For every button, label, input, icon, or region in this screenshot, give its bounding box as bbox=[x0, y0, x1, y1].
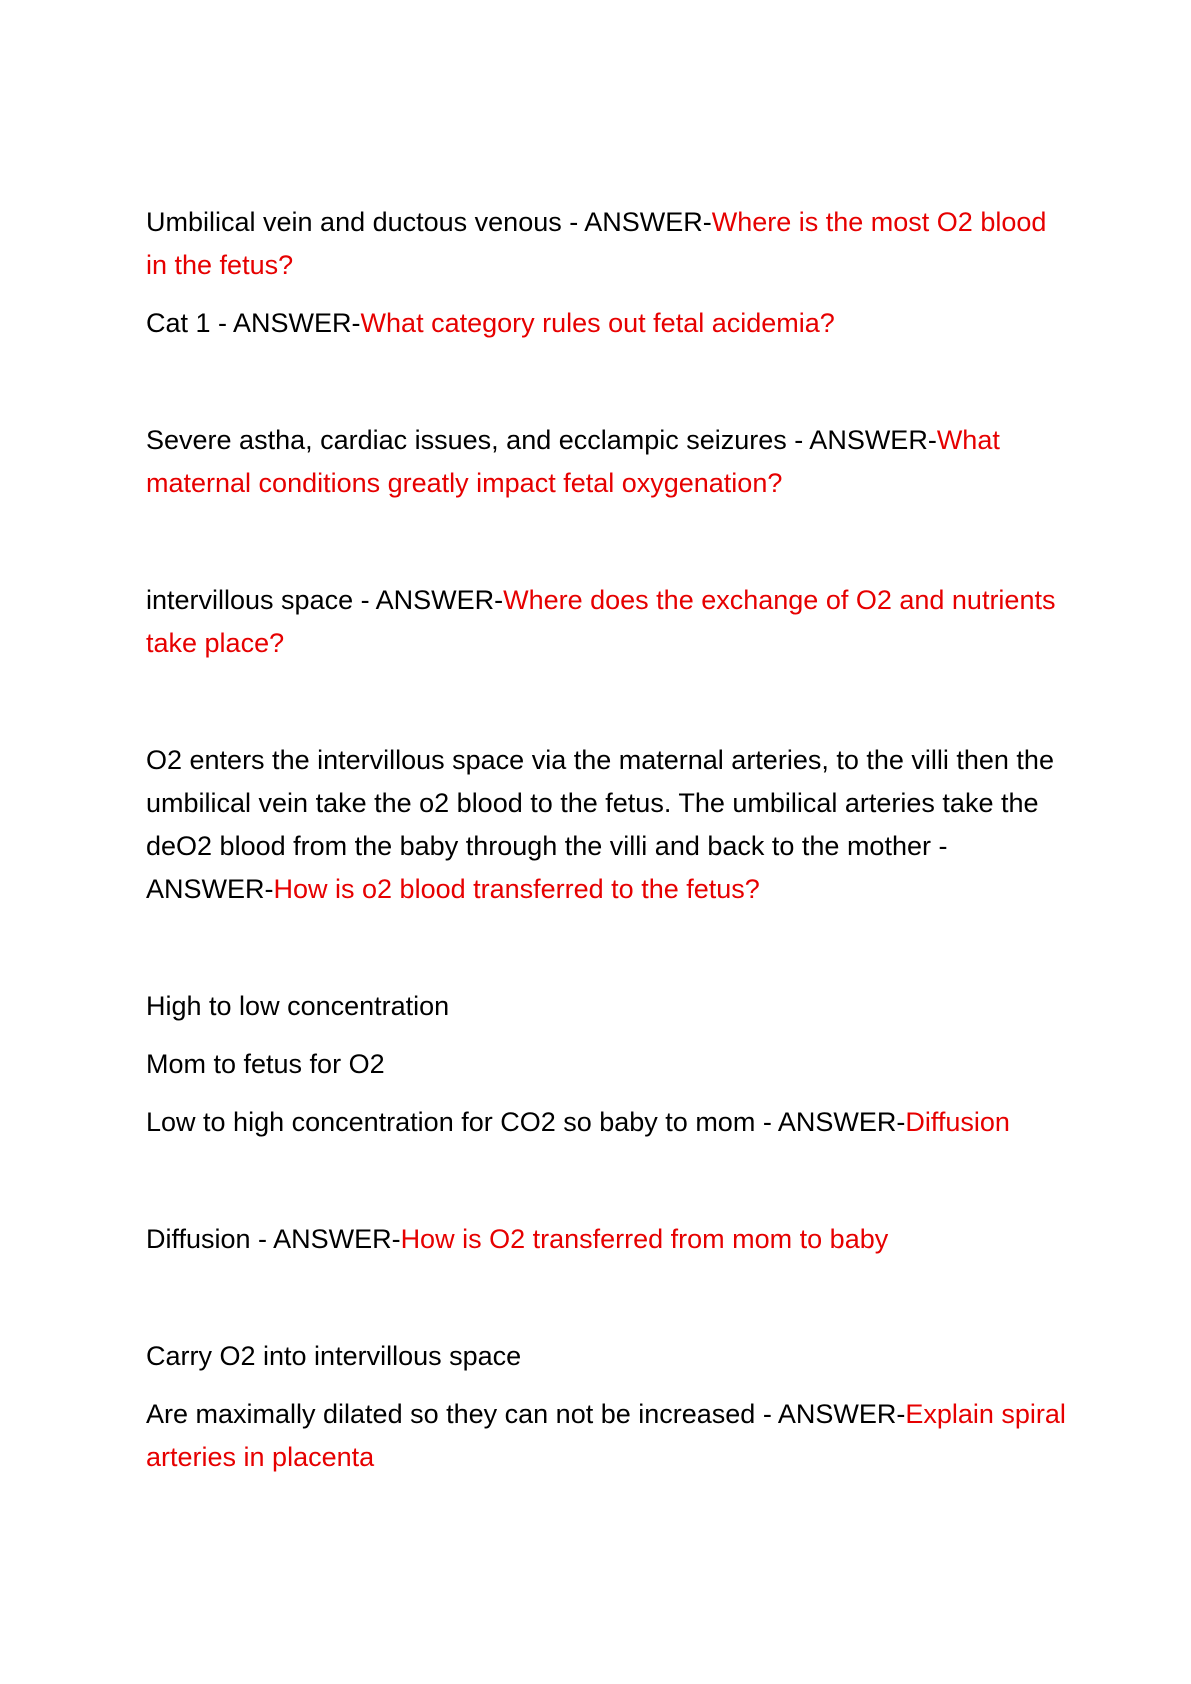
answer-term: Cat 1 - ANSWER- bbox=[146, 308, 361, 338]
qa-entry bbox=[146, 739, 1066, 911]
qa-entry bbox=[146, 579, 1066, 665]
spacer bbox=[146, 1028, 1066, 1043]
qa-pre-line: High to low concentration bbox=[146, 991, 450, 1021]
answer-term: O2 enters the intervillous space via the maternal arteries, to the villi then the umbilical vein take the o2 blood to the fetus. The umbilical arteries take the deO2 blood from the baby through the villi and back to the mother - ANSWER- bbox=[146, 745, 1054, 904]
answer-term: Are maximally dilated so they can not be increased - ANSWER- bbox=[146, 1399, 906, 1429]
document-page bbox=[146, 201, 1066, 1479]
spacer bbox=[146, 1261, 1066, 1335]
spacer bbox=[146, 505, 1066, 579]
answer-term: Severe astha, cardiac issues, and ecclampic seizures - ANSWER- bbox=[146, 425, 937, 455]
answer-term: Diffusion - ANSWER- bbox=[146, 1224, 401, 1254]
qa-entry bbox=[146, 201, 1066, 287]
question-text: How is O2 transferred from mom to baby bbox=[400, 1224, 889, 1254]
qa-entry bbox=[146, 1393, 1066, 1479]
question-text: What maternal conditions greatly impact fetal oxygenation? bbox=[146, 425, 1000, 498]
question-text: Explain spiral arteries in placenta bbox=[146, 1399, 1066, 1472]
qa-entry bbox=[146, 1218, 1066, 1261]
spacer bbox=[146, 1086, 1066, 1101]
answer-term: Umbilical vein and ductous venous - ANSWER- bbox=[146, 207, 712, 237]
question-text: Where is the most O2 blood in the fetus? bbox=[146, 207, 1047, 280]
spacer bbox=[146, 1378, 1066, 1393]
qa-pre-line: Mom to fetus for O2 bbox=[146, 1049, 385, 1079]
answer-term: intervillous space - ANSWER- bbox=[146, 585, 504, 615]
spacer bbox=[146, 911, 1066, 985]
qa-entry bbox=[146, 419, 1066, 505]
question-text: Diffusion bbox=[905, 1107, 1010, 1137]
question-text: What category rules out fetal acidemia? bbox=[360, 308, 835, 338]
spacer bbox=[146, 1144, 1066, 1218]
qa-entry bbox=[146, 1101, 1066, 1144]
answer-term: Low to high concentration for CO2 so baby to mom - ANSWER- bbox=[146, 1107, 906, 1137]
qa-entry bbox=[146, 302, 1066, 345]
question-text: How is o2 blood transferred to the fetus? bbox=[273, 874, 760, 904]
spacer bbox=[146, 287, 1066, 302]
spacer bbox=[146, 345, 1066, 419]
question-text: Where does the exchange of O2 and nutrients take place? bbox=[146, 585, 1056, 658]
qa-pre-line: Carry O2 into intervillous space bbox=[146, 1341, 522, 1371]
spacer bbox=[146, 665, 1066, 739]
